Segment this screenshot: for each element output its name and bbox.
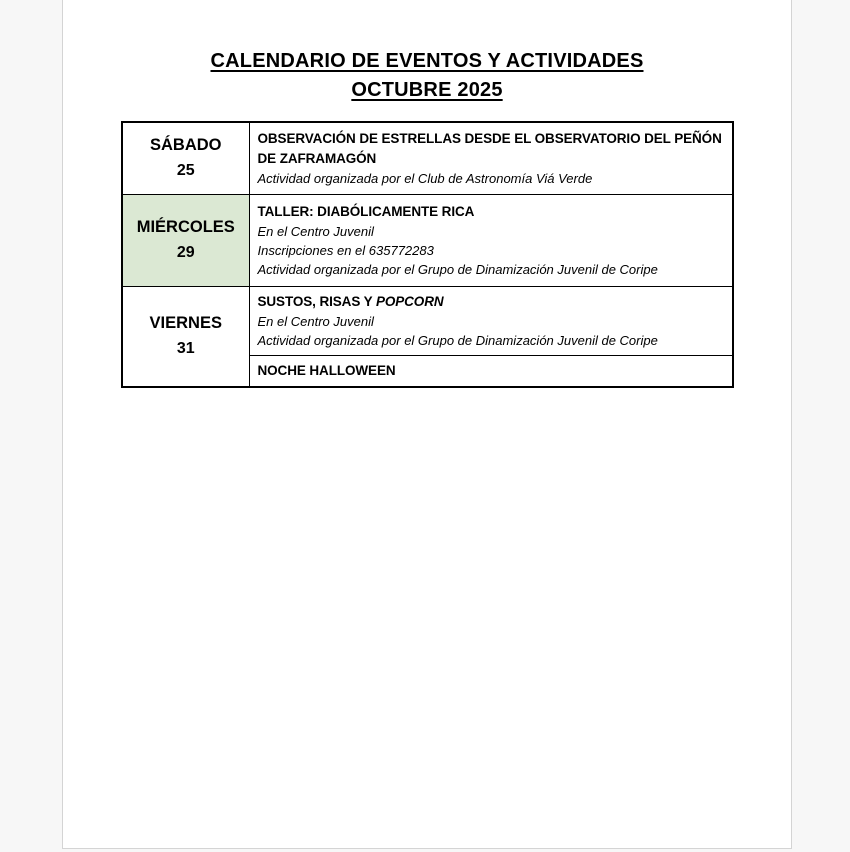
event-detail: Actividad organizada por el Grupo de Dinamización Juvenil de Coripe <box>257 332 658 348</box>
event-detail: Actividad organizada por el Club de Astronomía Viá Verde <box>257 170 593 186</box>
events-table <box>121 121 734 388</box>
day-cell-sabado <box>122 122 249 194</box>
day-name: MIÉRCOLES <box>136 218 235 236</box>
day-number: 29 <box>176 244 195 261</box>
event-detail: Actividad organizada por el Grupo de Dinamización Juvenil de Coripe <box>257 261 658 277</box>
day-number: 25 <box>176 162 195 180</box>
day-cell-viernes <box>122 286 249 387</box>
event-cell-sustos <box>249 286 733 355</box>
event-title: TALLER: DIABÓLICAMENTE RICA <box>257 203 475 219</box>
event-title: OBSERVACIÓN DE ESTRELLAS DESDE EL OBSERVATORIO DEL PEÑÓN DE ZAFRAMAGÓN <box>257 130 722 166</box>
event-cell-taller <box>249 194 733 286</box>
table-row-sabado-25 <box>122 122 733 194</box>
document-page <box>62 0 792 849</box>
table-row-miercoles-29 <box>122 194 733 286</box>
day-name: SÁBADO <box>149 136 222 155</box>
event-detail: Inscripciones en el 635772283 <box>257 242 434 258</box>
day-number: 31 <box>176 340 195 358</box>
event-cell-observacion <box>249 122 733 194</box>
table-row-viernes-31 <box>122 286 733 355</box>
document-title <box>63 47 791 105</box>
event-detail: En el Centro Juvenil <box>257 313 374 329</box>
event-title: NOCHE HALLOWEEN <box>257 362 396 378</box>
event-cell-halloween <box>249 355 733 387</box>
event-title-italic: POPCORN <box>375 293 444 309</box>
document-title-line-2: OCTUBRE 2025 <box>351 79 503 101</box>
day-name: VIERNES <box>149 314 222 333</box>
day-cell-miercoles-highlighted <box>122 194 249 286</box>
event-detail: En el Centro Juvenil <box>257 223 374 239</box>
document-title-line-1: CALENDARIO DE EVENTOS Y ACTIVIDADES <box>210 50 644 72</box>
event-title <box>258 292 723 312</box>
event-title-prefix: SUSTOS, RISAS Y <box>257 293 376 309</box>
